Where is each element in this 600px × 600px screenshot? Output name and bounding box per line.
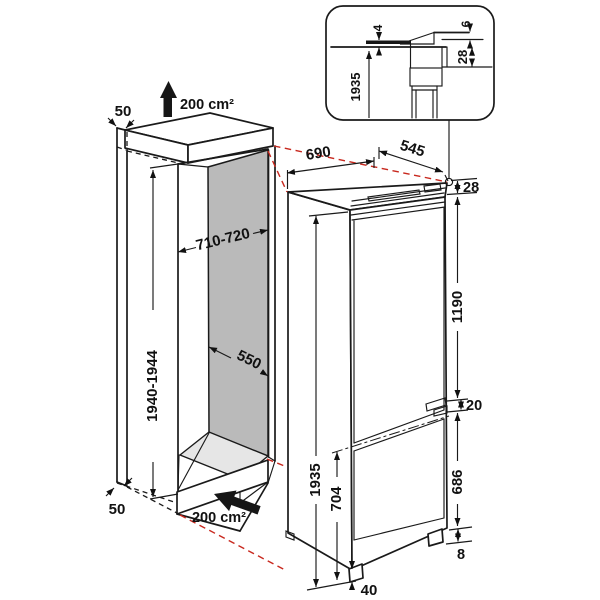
cabinet-drawing xyxy=(117,113,275,531)
dim-niche-depth: 710-720 xyxy=(194,224,252,255)
appliance-front-face xyxy=(350,197,447,570)
dim-upper-door-height: 1190 xyxy=(449,290,466,324)
dim-foot-height: 40 xyxy=(360,582,378,599)
dim-bottom-clearance: 50 xyxy=(108,501,126,518)
dim-lower-section-height: 704 xyxy=(328,486,345,512)
appliance-drawing xyxy=(286,183,449,582)
dim-inset-height: 1935 xyxy=(348,72,363,102)
dim-lower-door-height: 686 xyxy=(449,469,466,495)
top-vent-area-label: 200 cm² xyxy=(179,97,235,113)
door-section xyxy=(410,68,442,86)
dim-body-depth: 545 xyxy=(397,136,427,161)
dim-top-clearance: 50 xyxy=(114,103,132,120)
dim-inset-gap: 6 xyxy=(459,20,473,28)
dim-niche-height: 1940-1944 xyxy=(144,350,161,422)
bottom-vent-area-label: 200 cm² xyxy=(191,510,247,526)
dim-floor-depth: 550 xyxy=(233,346,264,374)
air-deflector-wedge xyxy=(400,33,434,45)
detail-inset xyxy=(326,6,494,120)
appliance-side-face xyxy=(288,192,352,570)
dim-top-recess: 28 xyxy=(463,180,480,196)
dim-overall-depth: 690 xyxy=(304,143,332,164)
airflow-up-arrow-icon xyxy=(160,81,177,117)
dim-overall-height: 1935 xyxy=(307,463,324,497)
dim-bottom-gap: 8 xyxy=(456,547,466,563)
dim-inset-clearance: 4 xyxy=(371,24,385,32)
dim-hinge-gap: 20 xyxy=(466,398,483,414)
niche-back-panel xyxy=(208,150,268,456)
dim-inset-recess: 28 xyxy=(455,49,470,65)
